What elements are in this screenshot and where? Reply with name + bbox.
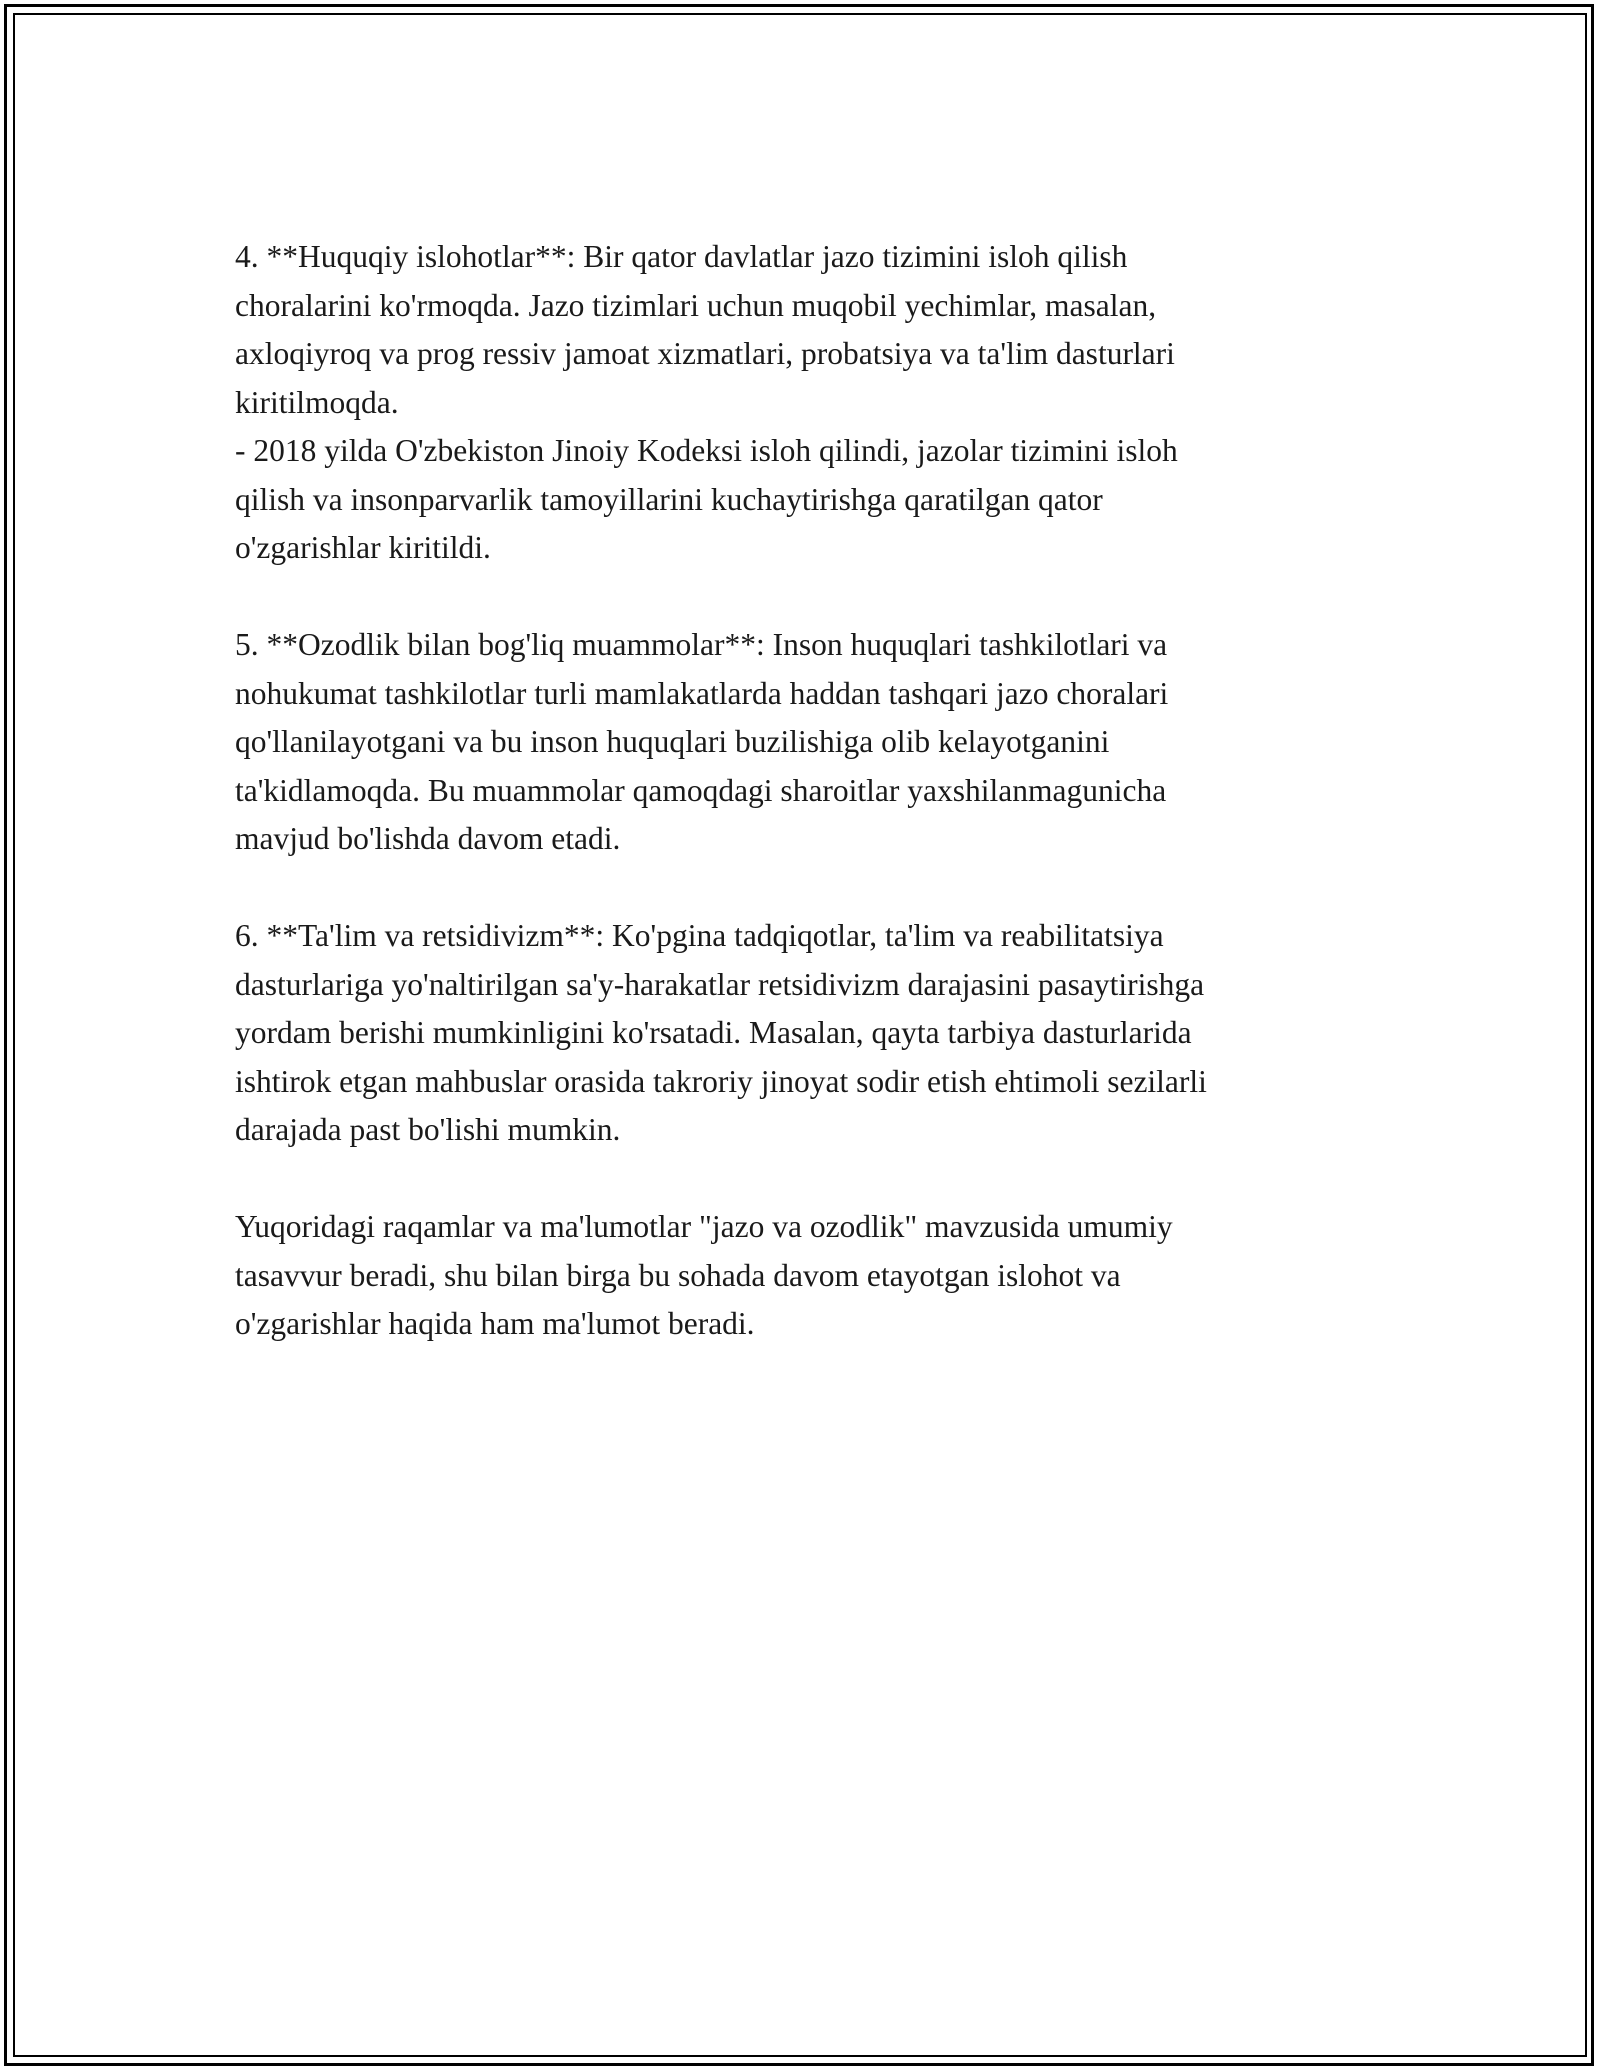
document-body bbox=[235, 233, 1375, 1349]
paragraph-freedom-problems: 5. **Ozodlik bilan bog'liq muammolar**: Inson huquqlari tashkilotlari va nohukumat tashkilotlar turli mamlakatlarda haddan tashqari jazo choralari qo'llanilayotgani va bu inson huquqlari buzilishiga olib kelayotganini ta'kidlamoqda. Bu muammolar qamoqdagi sharoitlar yaxshilanmagunicha mavjud bo'lishda davom etadi. bbox=[235, 627, 1169, 856]
paragraph-education-recidivism: 6. **Ta'lim va retsidivizm**: Ko'pgina tadqiqotlar, ta'lim va reabilitatsiya dasturlariga yo'naltirilgan sa'y-harakatlar retsidivizm darajasini pasaytirishga yordam berishi mumkinligini ko'rsatadi. Masalan, qayta tarbiya dasturlarida ishtirok etgan mahbuslar orasida takroriy jinoyat sodir etish ehtimoli sezilarli darajada past bo'lishi mumkin. bbox=[235, 918, 1207, 1147]
paragraph-spacer bbox=[235, 864, 1375, 913]
paragraph-spacer bbox=[235, 573, 1375, 622]
paragraph-2018-criminal-code: - 2018 yilda O'zbekiston Jinoiy Kodeksi isloh qilindi, jazolar tizimini isloh qilish va insonparvarlik tamoyillarini kuchaytirishga qaratilgan qator o'zgarishlar kiritildi. bbox=[235, 433, 1178, 565]
paragraph-spacer bbox=[235, 1155, 1375, 1204]
paragraph-legal-reforms: 4. **Huquqiy islohotlar**: Bir qator davlatlar jazo tizimini isloh qilish choralarini ko'rmoqda. Jazo tizimlari uchun muqobil yechimlar, masalan, axloqiyroq va prog ressiv jamoat xizmatlari, probatsiya va ta'lim dasturlari kiritilmoqda. bbox=[235, 239, 1175, 420]
paragraph-conclusion: Yuqoridagi raqamlar va ma'lumotlar "jazo va ozodlik" mavzusida umumiy tasavvur beradi, shu bilan birga bu sohada davom etayotgan islohot va o'zgarishlar haqida ham ma'lumot beradi. bbox=[235, 1209, 1173, 1341]
